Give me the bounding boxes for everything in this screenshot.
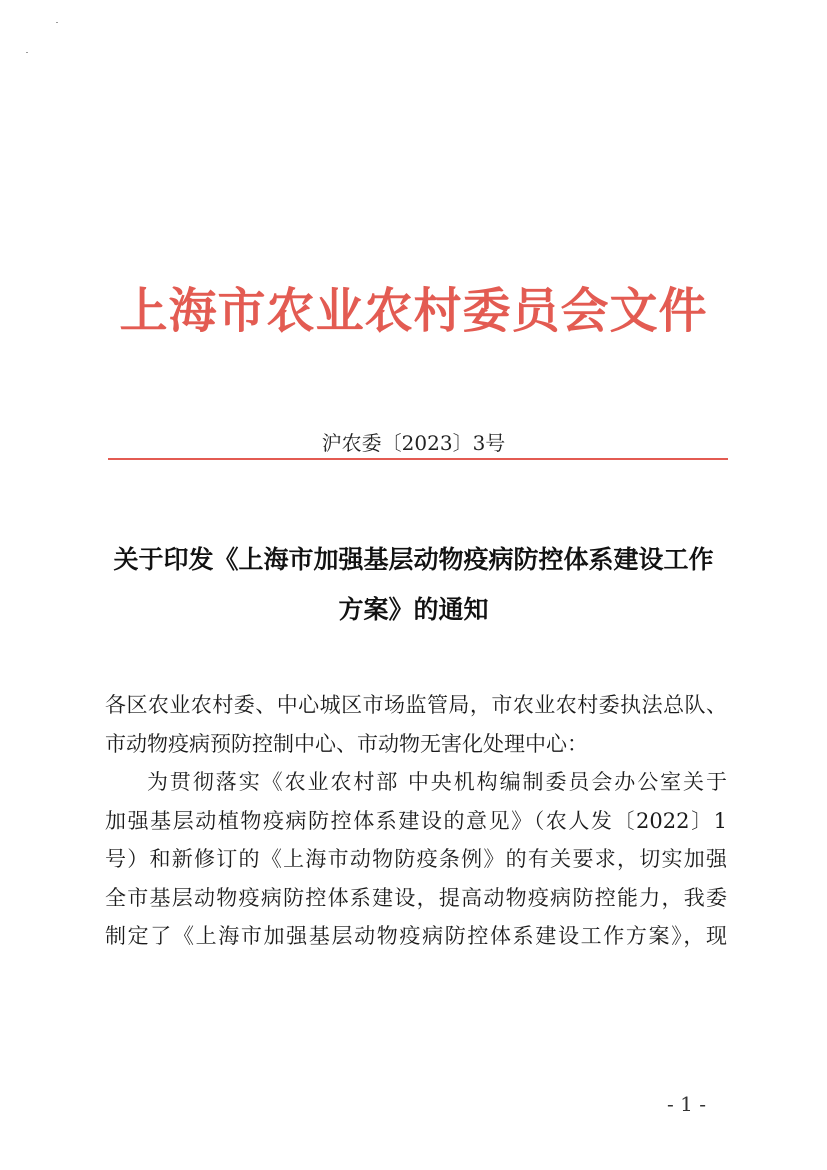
scan-speck [26,52,28,53]
notice-title-line-1: 关于印发《上海市加强基层动物疫病防控体系建设工作 [113,545,714,574]
body-line: 制定了《上海市加强基层动物疫病防控体系建设工作方案》，现 [105,924,727,948]
red-divider-line [108,458,728,460]
body-text [105,686,727,956]
body-line: 为贯彻落实《农业农村部 中央机构编制委员会办公室关于 [147,770,727,794]
body-line: 号）和新修订的《上海市动物防疫条例》的有关要求，切实加强 [105,847,727,871]
scan-speck [56,22,58,23]
body-line: 全市基层动物疫病防控体系建设，提高动物疫病防控能力，我委 [105,885,727,910]
notice-title-line-2: 方案》的通知 [338,595,489,624]
body-line: 各区农业农村委、中心城区市场监管局，市农业农村委执法总队、 [105,693,727,717]
document-number: 沪农委〔2023〕3号 [321,431,506,455]
issuer-header: 上海市农业农村委员会文件 [119,283,708,339]
body-line: 市动物疫病预防控制中心、市动物无害化处理中心： [105,731,588,756]
page-number: - 1 - [667,1092,706,1116]
body-line: 加强基层动植物疫病防控体系建设的意见》（农人发〔2022〕1 [105,808,727,833]
notice-title [100,535,727,635]
